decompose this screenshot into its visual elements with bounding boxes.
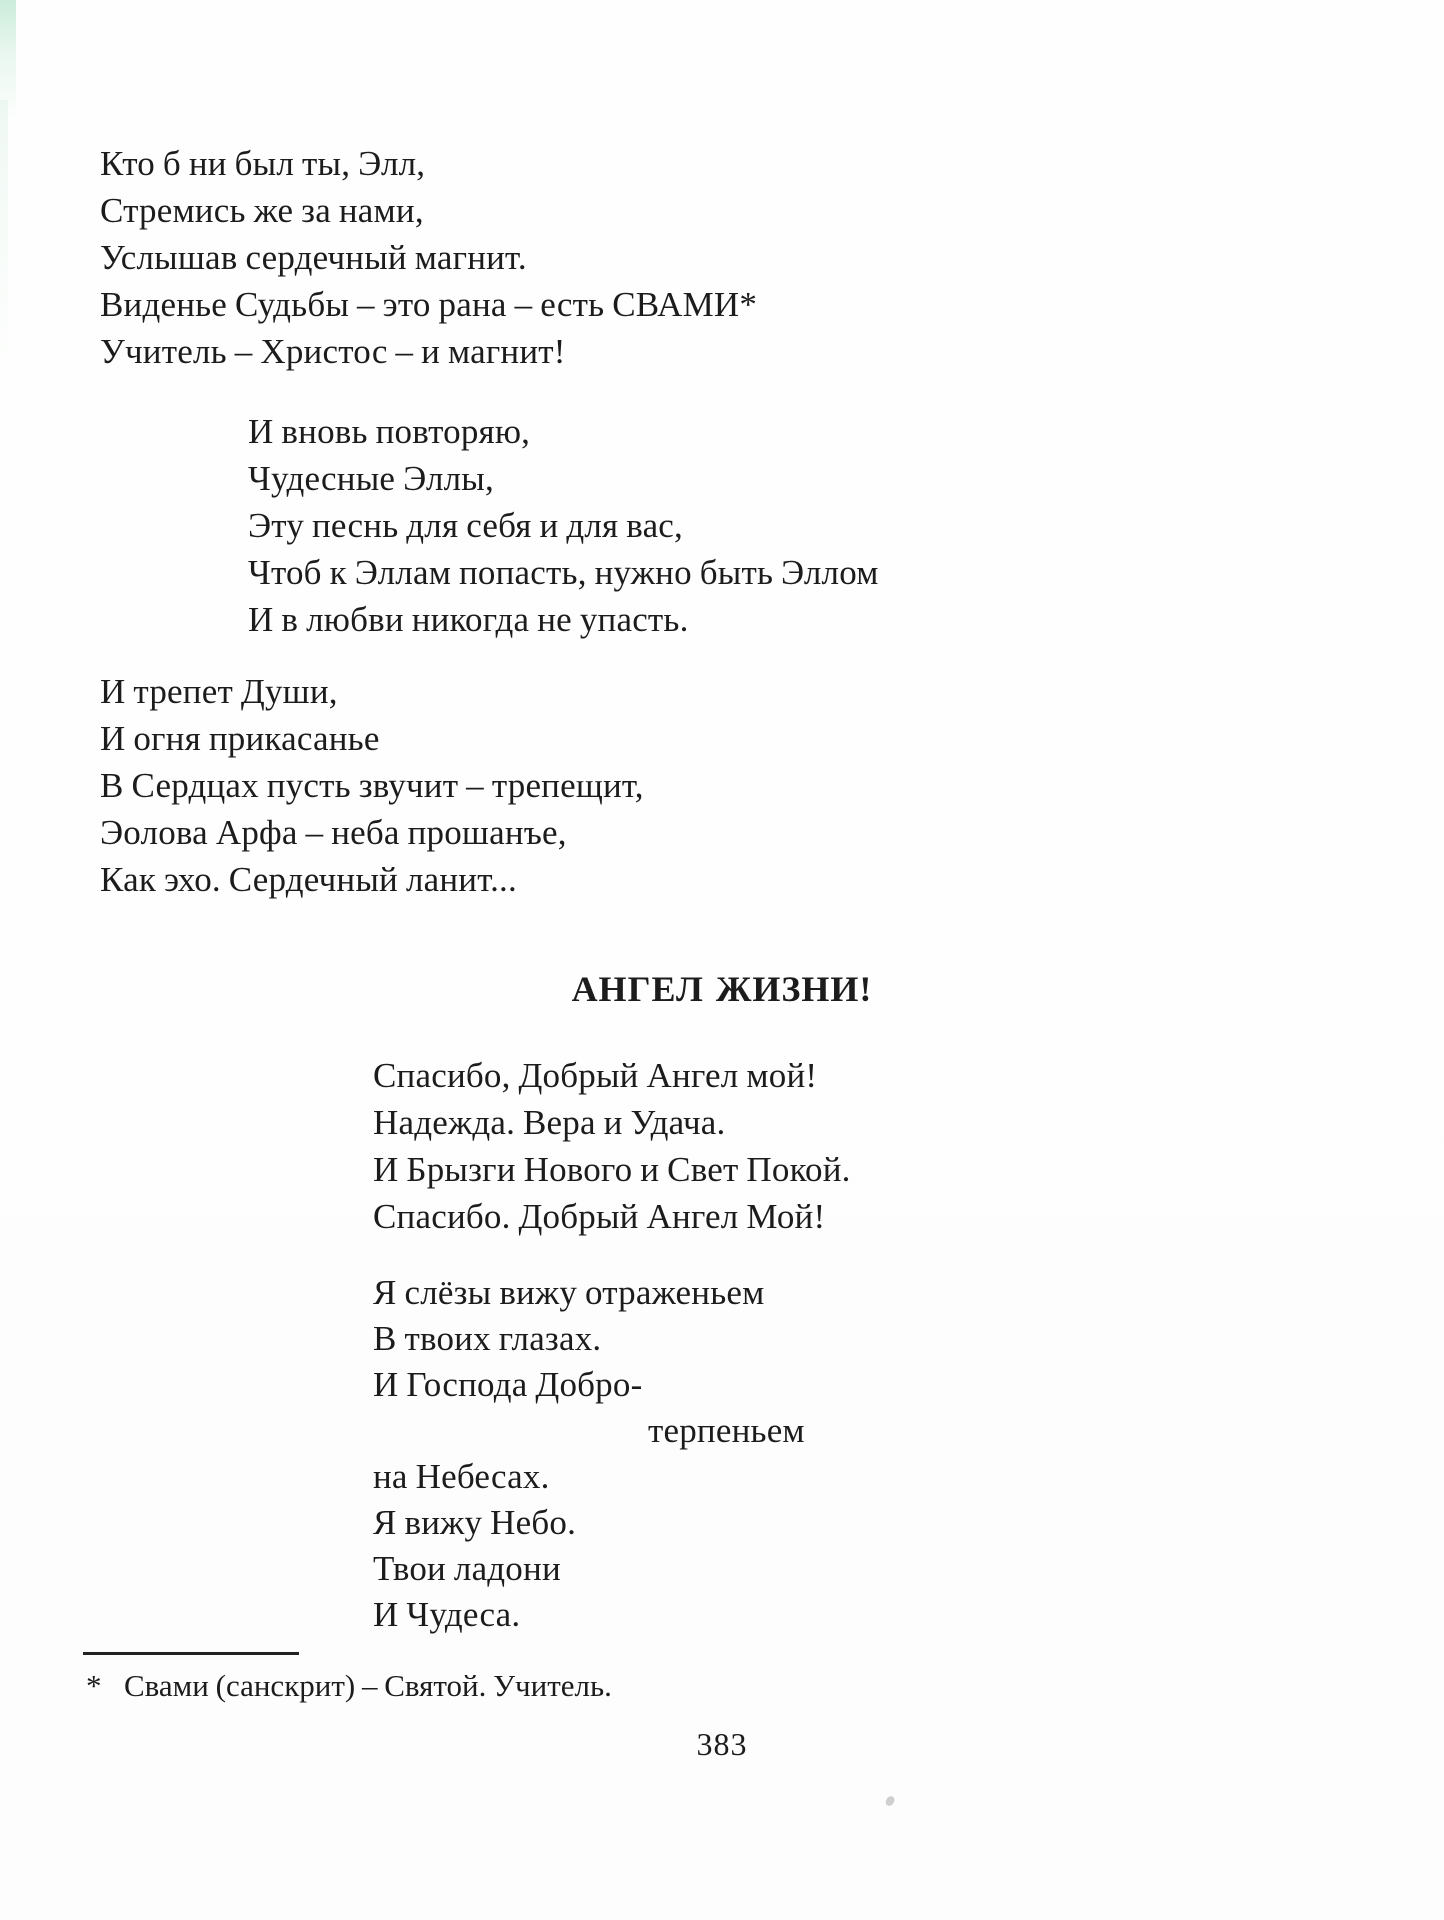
poem-line: Как эхо. Сердечный ланит... [100, 860, 517, 899]
poem-line: Я вижу Небо. [373, 1503, 577, 1542]
poem-line: Кто б ни был ты, Элл, [100, 144, 426, 183]
poem-line: И в любви никогда не упасть. [248, 600, 689, 639]
poem-line: Надежда. Вера и Удача. [373, 1103, 726, 1142]
poem-line: Чудесные Эллы, [248, 459, 494, 498]
poem-line: И трепет Души, [100, 672, 338, 711]
poem-line: И Брызги Нового и Свет Покой. [373, 1150, 851, 1189]
poem1-stanza2 [248, 408, 879, 643]
poem1-stanza1 [100, 140, 757, 375]
footnote-divider [83, 1652, 299, 1655]
footnote-marker: * [86, 1668, 102, 1703]
poem-line: И Чудеса. [373, 1595, 521, 1634]
scan-edge-artifact [0, 0, 16, 120]
scan-speck-artifact [885, 1795, 896, 1807]
poem-line: Эолова Арфа – неба прошанъе, [100, 813, 567, 852]
poem-line: Твои ладони [373, 1549, 561, 1588]
poem-line: Я слёзы вижу отраженьем [373, 1273, 765, 1312]
poem-line: Спасибо. Добрый Ангел Мой! [373, 1197, 826, 1236]
poem-line: Спасибо, Добрый Ангел мой! [373, 1056, 818, 1095]
poem-line: И вновь повторяю, [248, 412, 531, 451]
poem-line: Эту песнь для себя и для вас, [248, 506, 683, 545]
poem-line-indented: терпеньем [648, 1411, 805, 1450]
poem-line: Виденье Судьбы – это рана – есть СВАМИ* [100, 285, 758, 324]
scan-edge-artifact-faint [0, 100, 8, 360]
footnote [86, 1666, 612, 1706]
poem-line: Услышав сердечный магнит. [100, 238, 527, 277]
poem2-stanza1 [373, 1052, 851, 1240]
poem-line: И огня прикасанье [100, 719, 380, 758]
poem-line: В Сердцах пусть звучит – трепещит, [100, 766, 644, 805]
poem-line: В твоих глазах. [373, 1319, 602, 1358]
poem-line: на Небесах. [373, 1457, 550, 1496]
page-number: 383 [696, 1726, 748, 1762]
footnote-text: Свами (санскрит) – Святой. Учитель. [124, 1668, 612, 1703]
poem-line: И Господа Добро- [373, 1365, 643, 1404]
poem2-title: АНГЕЛ ЖИЗНИ! [571, 969, 873, 1009]
poem1-stanza3 [100, 668, 644, 903]
poem-line: Учитель – Христос – и магнит! [100, 332, 566, 371]
poem-line: Стремись же за нами, [100, 191, 424, 230]
poem-line: Чтоб к Эллам попасть, нужно быть Эллом [248, 553, 879, 592]
poem2-stanza2 [373, 1270, 805, 1638]
